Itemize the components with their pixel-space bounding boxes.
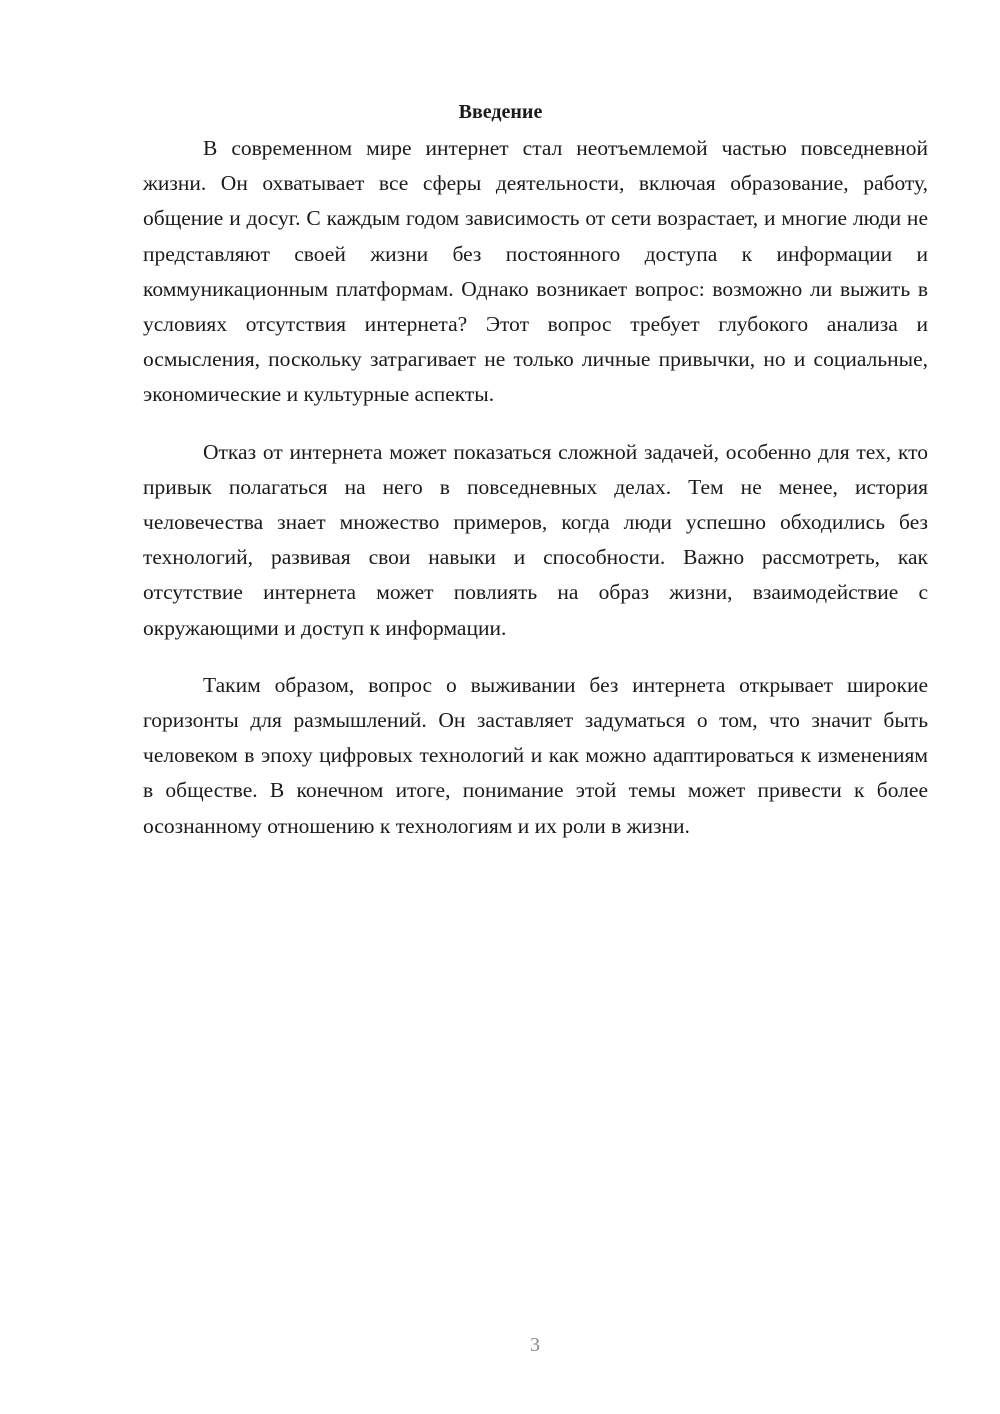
paragraph-1: В современном мире интернет стал неотъемлемой частью повседневной жизни. Он охватывает все сферы деятельности, включая образование, работу, общение и досуг. С каждым годом зависимость от сети возрастает, и многие люди не представляют своей жизни без постоянного доступа к информации и коммуникационным платформам. Однако возникает вопрос: возможно ли выжить в условиях отсутствия интернета? Этот вопрос требует глубокого анализа и осмысления, поскольку затрагивает не только личные привычки, но и социальные, экономические и культурные аспекты. xyxy=(143,136,928,407)
paragraph-2: Отказ от интернета может показаться сложной задачей, особенно для тех, кто привык полагаться на него в повседневных делах. Тем не менее, история человечества знает множество примеров, когда люди успешно обходились без технологий, развивая свои навыки и способности. Важно рассмотреть, как отсутствие интернета может повлиять на образ жизни, взаимодействие с окружающими и доступ к информации. xyxy=(143,439,928,640)
page-number: 3 xyxy=(530,1334,540,1356)
section-title: Введение xyxy=(458,101,543,123)
page-content xyxy=(143,95,928,844)
paragraph-3: Таким образом, вопрос о выживании без интернета открывает широкие горизонты для размышлений. Он заставляет задуматься о том, что значит быть человеком в эпоху цифровых технологий и как можно адаптироваться к изменениям в обществе. В конечном итоге, понимание этой темы может привести к более осознанному отношению к технологиям и их роли в жизни. xyxy=(143,672,928,838)
